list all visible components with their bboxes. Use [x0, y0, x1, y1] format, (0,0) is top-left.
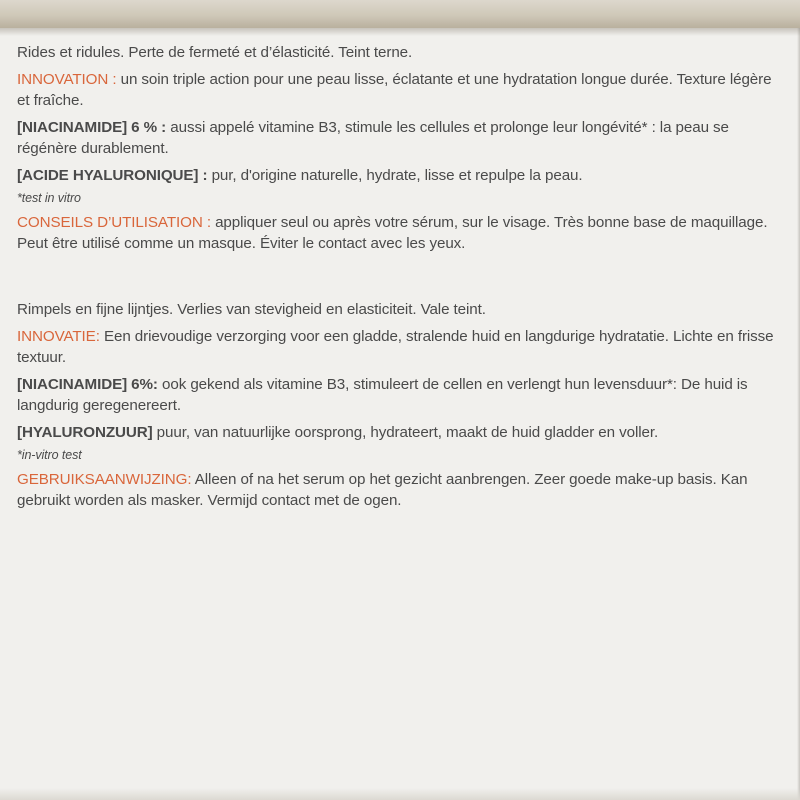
- fr-acide-text: pur, d'origine naturelle, hydrate, lisse et repulpe la peau.: [207, 167, 583, 184]
- nl-gebruik-label: GEBRUIKSAANWIJZING:: [17, 471, 192, 488]
- fr-acide: [17, 165, 785, 186]
- nl-footnote: *in-vitro test: [17, 448, 82, 462]
- nl-intro: [17, 299, 785, 320]
- nl-niacinamide-label: [NIACINAMIDE] 6%:: [17, 376, 158, 393]
- fr-niacinamide-label: [NIACINAMIDE] 6 % :: [17, 119, 167, 136]
- flap-shadow: [0, 28, 800, 36]
- fr-intro: [17, 42, 785, 63]
- fr-intro-text: Rides et ridules. Perte de fermeté et d’élasticité. Teint terne.: [17, 44, 413, 61]
- fr-innovation: [17, 69, 785, 111]
- nl-innovatie-text: Een drievoudige verzorging voor een gladde, stralende huid en langdurige hydratatie. Lichte en frisse textuur.: [17, 328, 774, 366]
- nl-hyaluron-label: [HYALURONZUUR]: [17, 424, 153, 441]
- nl-gebruik: [17, 469, 785, 511]
- fr-conseils-label: CONSEILS D’UTILISATION :: [17, 214, 211, 231]
- fr-innovation-text: un soin triple action pour une peau lisse, éclatante et une hydratation longue durée. Texture légère et fraîche.: [17, 71, 772, 109]
- dutch-section: [17, 299, 785, 511]
- fr-niacinamide-text: aussi appelé vitamine B3, stimule les cellules et prolonge leur longévité* : la peau se régénère durablement.: [17, 119, 729, 157]
- fr-conseils: [17, 212, 785, 254]
- nl-niacinamide: [17, 374, 785, 416]
- fr-conseils-text: appliquer seul ou après votre sérum, sur le visage. Très bonne base de maquillage. Peut être utilisé comme un masque. Éviter le contact avec les yeux.: [17, 214, 768, 252]
- nl-gebruik-text: Alleen of na het serum op het gezicht aanbrengen. Zeer goede make-up basis. Kan gebruikt worden als masker. Vermijd contact met de ogen.: [17, 471, 748, 509]
- section-gap: [17, 260, 785, 299]
- nl-innovatie-label: INNOVATIE:: [17, 328, 100, 345]
- nl-hyaluron-text: puur, van natuurlijke oorsprong, hydrateert, maakt de huid gladder en voller.: [152, 424, 659, 441]
- fr-niacinamide: [17, 117, 785, 159]
- package-label-text: [17, 42, 785, 517]
- package-top-flap: [0, 0, 800, 28]
- package-bottom-edge: [0, 788, 800, 800]
- fr-innovation-label: INNOVATION :: [17, 71, 117, 88]
- nl-innovatie: [17, 326, 785, 368]
- french-section: [17, 42, 785, 254]
- fr-footnote: *test in vitro: [17, 191, 81, 205]
- nl-niacinamide-text: ook gekend als vitamine B3, stimuleert de cellen en verlengt hun levensduur*: De huid is langdurig geregenereert.: [17, 376, 748, 414]
- fr-acide-label: [ACIDE HYALURONIQUE] :: [17, 167, 208, 184]
- nl-intro-text: Rimpels en fijne lijntjes. Verlies van stevigheid en elasticiteit. Vale teint.: [17, 301, 486, 318]
- nl-hyaluron: [17, 422, 785, 443]
